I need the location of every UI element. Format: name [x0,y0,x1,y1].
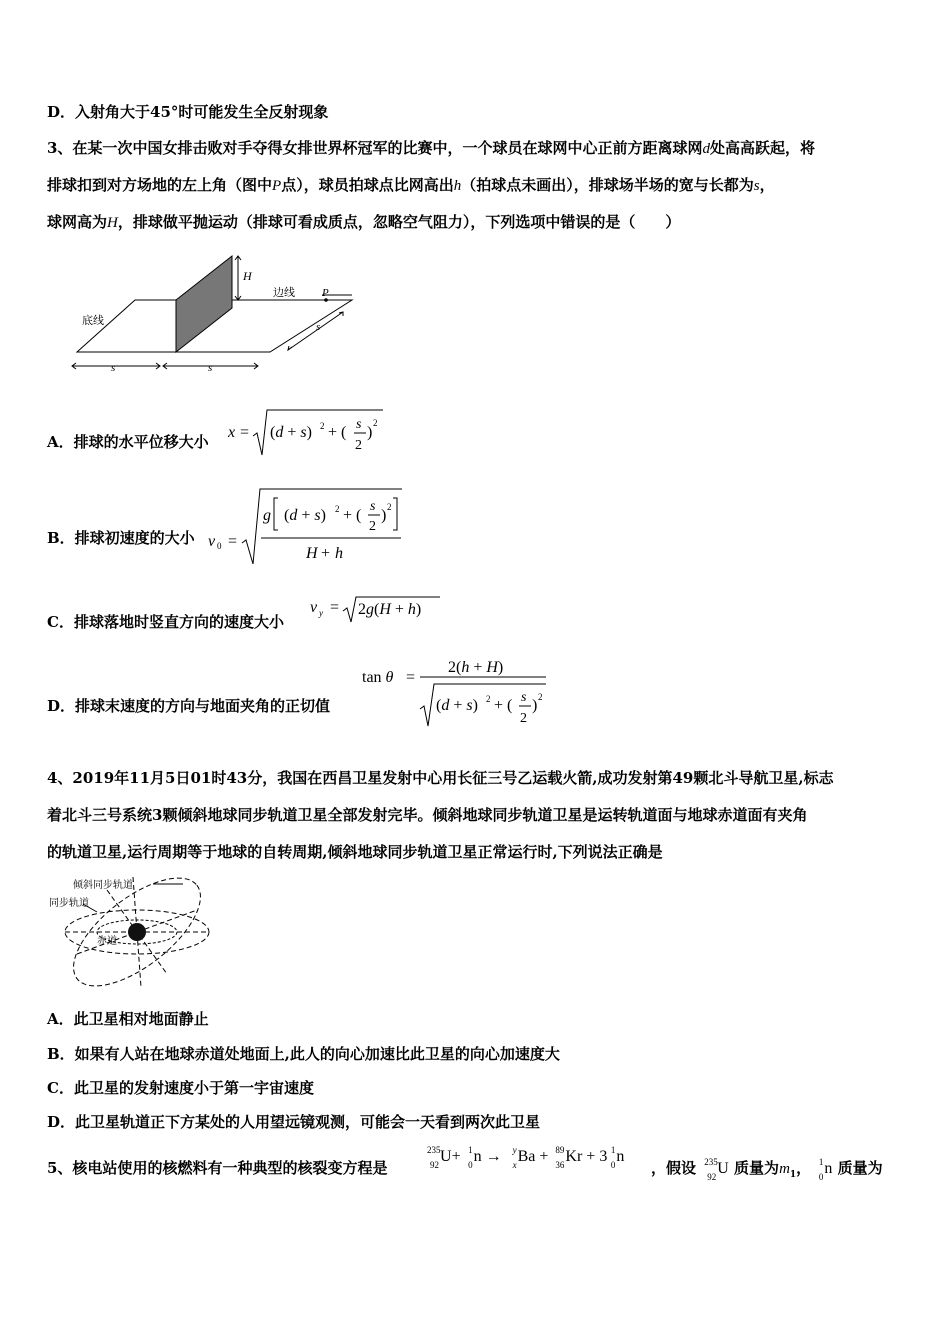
satellite-orbit-figure [45,872,215,992]
fission-equation: 235 92 U+ 1 0 n → y x Ba + 89 36 Kr + 3 1 0 n [427,1145,625,1170]
svg-text:=: = [228,533,238,550]
q2-option-d: D．入射角大于45°时可能发生全反射现象 [47,103,329,121]
q3-option-c: C．排球落地时竖直方向的速度大小 [47,613,284,631]
text: ， [759,176,775,194]
q3-stem-line1 [47,137,815,158]
volleyball-court-figure [60,250,370,375]
text: 球网高为 [47,213,108,231]
var-H: H [107,215,118,231]
q3-option-d: D．排球末速度的方向与地面夹角的正切值 [47,697,331,715]
label-s-left: s [111,362,116,374]
svg-text:2g(H + h): 2g(H + h) [358,601,422,618]
q4-option-b: B．如果有人站在地球赤道处地面上,此人的向心加速比此卫星的向心加速度大 [47,1045,560,1063]
svg-text:2: 2 [538,692,543,702]
text: 排球扣到对方场地的左上角（图中 [47,176,273,194]
label-s-right: s [208,362,213,374]
svg-text:2: 2 [369,519,376,534]
label-sync-orbit: 同步轨道 [49,898,89,909]
svg-text:s: s [356,417,362,432]
svg-text:): ) [367,424,373,441]
q3-option-a: A．排球的水平位移大小 [47,433,209,451]
text: ，假设 [651,1159,697,1177]
formula-d [362,654,552,730]
svg-text:2: 2 [520,711,527,726]
text: 点），球员拍球点比网高出 [281,176,454,194]
var-d: d [702,141,710,157]
svg-text:2(h + H): 2(h + H) [448,659,504,676]
svg-text:H: H [306,545,318,562]
svg-text:y: y [319,608,323,618]
text: 处高高跃起，将 [709,139,815,157]
svg-text:(d + s): (d + s) [284,507,326,524]
label-baseline: 底线 [82,314,104,327]
svg-text:2: 2 [335,504,340,514]
text: 质量为 [837,1159,883,1177]
formula-a [228,406,388,458]
label-P: P [322,287,329,299]
svg-text:2: 2 [486,694,491,704]
svg-text:2: 2 [355,438,362,453]
svg-text:v: v [310,599,318,616]
svg-text:x: x [228,424,236,441]
var-s: s [753,178,760,194]
q5-stem-line1-b: ，假设 235 92 U 质量为$m_1$， 1 0 n 质量为 [651,1157,883,1182]
var-h: h [453,178,462,194]
svg-text:+ (: + ( [494,697,513,714]
svg-text:=: = [330,599,340,616]
svg-text:2: 2 [373,418,378,428]
svg-text:v: v [208,533,216,550]
svg-text:+ (: + ( [343,507,362,524]
q4-option-c: C．此卫星的发射速度小于第一宇宙速度 [47,1079,314,1097]
q4-option-a: A．此卫星相对地面静止 [47,1010,209,1028]
svg-text:0: 0 [217,541,222,551]
text: 5、核电站使用的核燃料有一种典型的核裂变方程是 [47,1159,388,1177]
formula-c [310,594,450,626]
label-sideline: 边线 [273,286,295,299]
formula-b [208,486,408,566]
q4-option-d: D．此卫星轨道正下方某处的人用望远镜观测，可能会一天看到两次此卫星 [47,1113,541,1131]
q4-stem-line1: 4、2019年11月5日01时43分，我国在西昌卫星发射中心用长征三号乙运载火箭,成功发射第49颗北斗导航卫星,标志 [47,769,834,787]
svg-text:g: g [263,507,271,524]
label-equator: 赤道 [97,936,117,947]
svg-text:h: h [335,545,343,562]
svg-text:2: 2 [387,502,392,512]
label-s-side: s [316,321,321,333]
text: ， [796,1159,812,1177]
var-m: m [779,1161,790,1177]
svg-text:tan θ: tan θ [362,669,394,686]
q3-option-b: B．排球初速度的大小 [47,529,195,547]
svg-text:+: + [321,545,331,562]
text: （拍球点未画出），排球场半场的宽与长都为 [461,176,754,194]
q4-stem-line2: 着北斗三号系统3颗倾斜地球同步轨道卫星全部发射完毕。倾斜地球同步轨道卫星是运转轨道面与地球赤道面有夹角 [47,806,808,824]
m-subscript: 1 [789,1170,797,1180]
q3-stem-line3 [47,211,680,232]
label-inclined-orbit: 倾斜同步轨道 [73,880,133,891]
svg-text:s: s [521,690,527,705]
svg-text:s: s [370,499,376,514]
svg-text:(d + s): (d + s) [270,424,312,441]
q5-stem-line1 [47,1157,387,1178]
svg-text:+ (: + ( [328,424,347,441]
label-H: H [243,269,252,283]
svg-text:): ) [532,697,538,714]
svg-text:=: = [406,669,416,686]
text: ，排球做平抛运动（排球可看成质点，忽略空气阻力），下列选项中错误的是（ ） [117,213,681,231]
q3-stem-line2 [47,174,775,195]
q4-stem-line3: 的轨道卫星,运行周期等于地球的自转周期,倾斜地球同步轨道卫星正常运行时,下列说法正确是 [47,843,663,861]
svg-text:2: 2 [320,421,325,431]
text: 3、在某一次中国女排击败对手夺得女排世界杯冠军的比赛中，一个球员在球网中心正前方距离球网 [47,139,703,157]
var-P: P [272,178,282,194]
svg-text:=: = [240,424,250,441]
svg-text:(d + s): (d + s) [436,697,478,714]
text: 质量为 [734,1159,780,1177]
svg-text:): ) [381,507,387,524]
